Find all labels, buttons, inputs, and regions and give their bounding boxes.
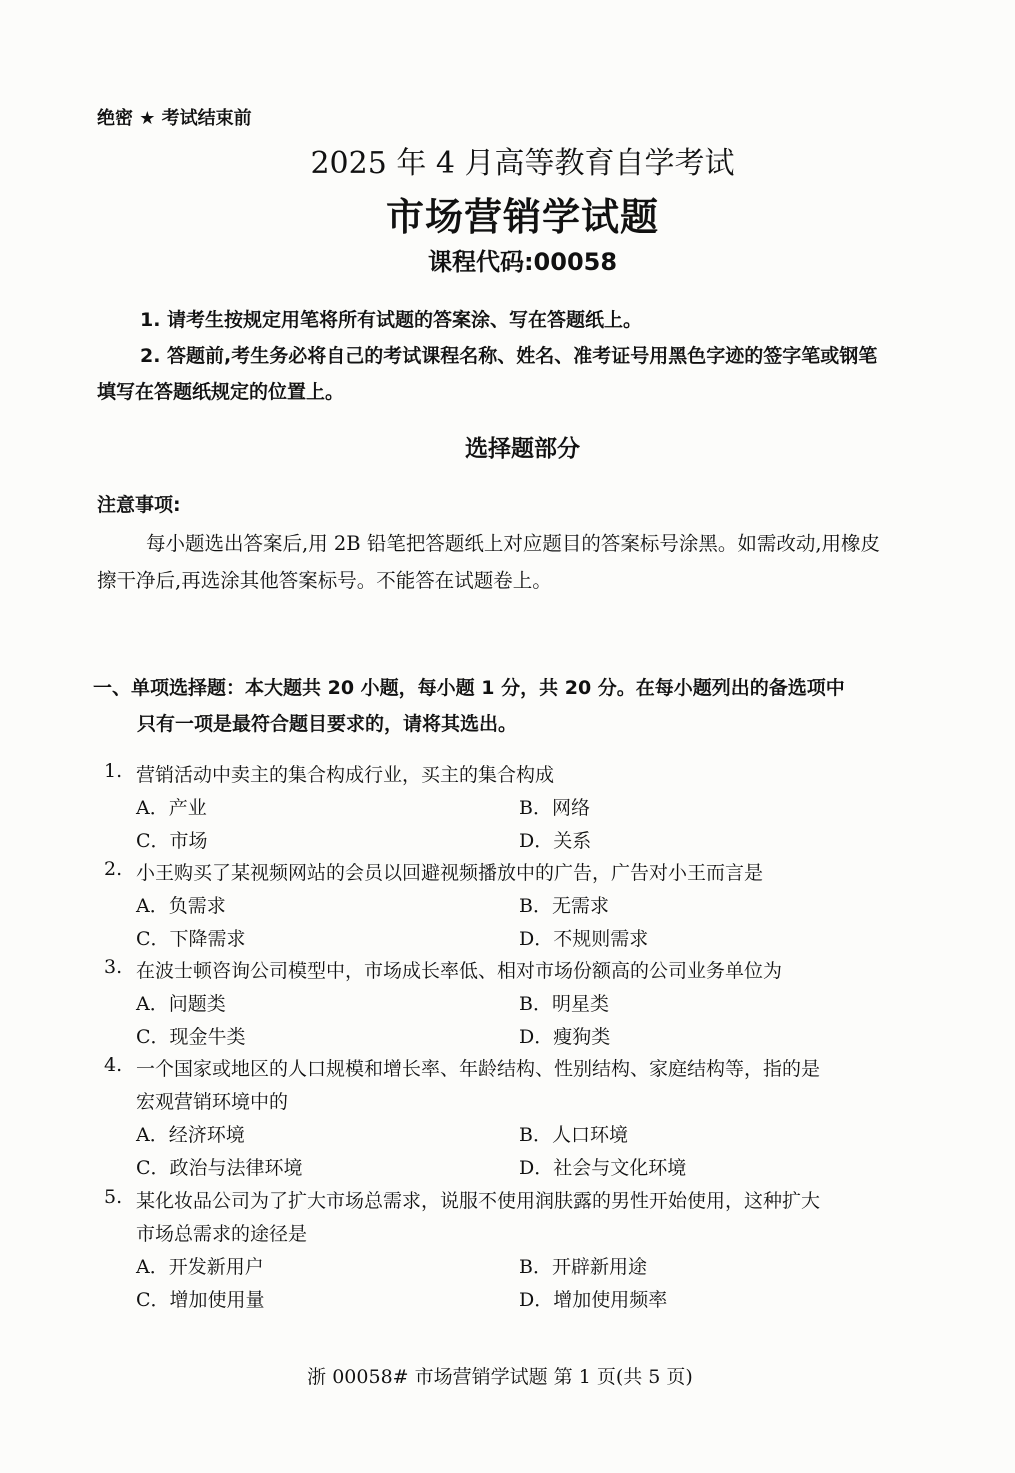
option-c: C．现金牛类 — [136, 1026, 246, 1048]
option-b: B．网络 — [519, 797, 590, 819]
option-a: A．开发新用户 — [136, 1256, 264, 1278]
question-number: 2. — [104, 858, 123, 880]
part-heading-cont: 只有一项是最符合题目要求的，请将其选出。 — [137, 713, 518, 735]
option-a: A．负需求 — [136, 895, 226, 917]
question-stem: 一个国家或地区的人口规模和增长率、年龄结构、性别结构、家庭结构等，指的是 — [136, 1058, 821, 1080]
instruction-2-cont: 填写在答题纸规定的位置上。 — [97, 381, 345, 403]
secret-label: 绝密 ★ 考试结束前 — [97, 108, 252, 129]
option-a: A．问题类 — [136, 993, 226, 1015]
question-stem: 某化妆品公司为了扩大市场总需求，说服不使用润肤露的男性开始使用，这种扩大 — [136, 1190, 821, 1212]
option-d: D．增加使用频率 — [519, 1289, 668, 1311]
option-a: A．产业 — [136, 797, 207, 819]
section-title: 选择题部分 — [465, 436, 580, 462]
option-d: D．瘦狗类 — [519, 1026, 611, 1048]
notice-body-cont: 擦干净后,再选涂其他答案标号。不能答在试题卷上。 — [97, 569, 552, 592]
option-d: D．不规则需求 — [519, 928, 649, 950]
question-stem-cont: 市场总需求的途径是 — [136, 1223, 308, 1245]
option-b: B．人口环境 — [519, 1124, 628, 1146]
option-d: D．社会与文化环境 — [519, 1157, 687, 1179]
question-stem: 营销活动中卖主的集合构成行业，买主的集合构成 — [136, 764, 555, 786]
question-number: 3. — [104, 956, 123, 978]
option-b: B．开辟新用途 — [519, 1256, 647, 1278]
instruction-2: 2. 答题前,考生务必将自己的考试课程名称、姓名、准考证号用黑色字迹的签字笔或钢笔 — [140, 345, 878, 367]
option-c: C．市场 — [136, 830, 208, 852]
question-number: 1. — [104, 760, 123, 782]
option-b: B．无需求 — [519, 895, 609, 917]
option-c: C．政治与法律环境 — [136, 1157, 303, 1179]
notice-heading: 注意事项: — [97, 494, 181, 516]
option-a: A．经济环境 — [136, 1124, 245, 1146]
option-c: C．下降需求 — [136, 928, 246, 950]
course-code: 课程代码:00058 — [427, 248, 618, 276]
notice-body: 每小题选出答案后,用 2B 铅笔把答题纸上对应题目的答案标号涂黑。如需改动,用橡皮 — [146, 532, 881, 555]
question-stem: 在波士顿咨询公司模型中，市场成长率低、相对市场份额高的公司业务单位为 — [136, 960, 783, 982]
option-b: B．明星类 — [519, 993, 609, 1015]
question-stem-cont: 宏观营销环境中的 — [136, 1091, 289, 1113]
option-d: D．关系 — [519, 830, 592, 852]
part-heading: 一、单项选择题：本大题共 20 小题，每小题 1 分，共 20 分。在每小题列出的备选项中 — [93, 677, 845, 699]
subject-title: 市场营销学试题 — [385, 195, 659, 239]
instruction-1: 1. 请考生按规定用笔将所有试题的答案涂、写在答题纸上。 — [140, 309, 643, 331]
question-number: 5. — [104, 1186, 123, 1208]
option-c: C．增加使用量 — [136, 1289, 265, 1311]
question-number: 4. — [104, 1054, 123, 1076]
exam-title: 2025 年 4 月高等教育自学考试 — [310, 146, 735, 181]
question-stem: 小王购买了某视频网站的会员以回避视频播放中的广告，广告对小王而言是 — [136, 862, 764, 884]
page-footer: 浙 00058# 市场营销学试题 第 1 页(共 5 页) — [307, 1366, 693, 1388]
